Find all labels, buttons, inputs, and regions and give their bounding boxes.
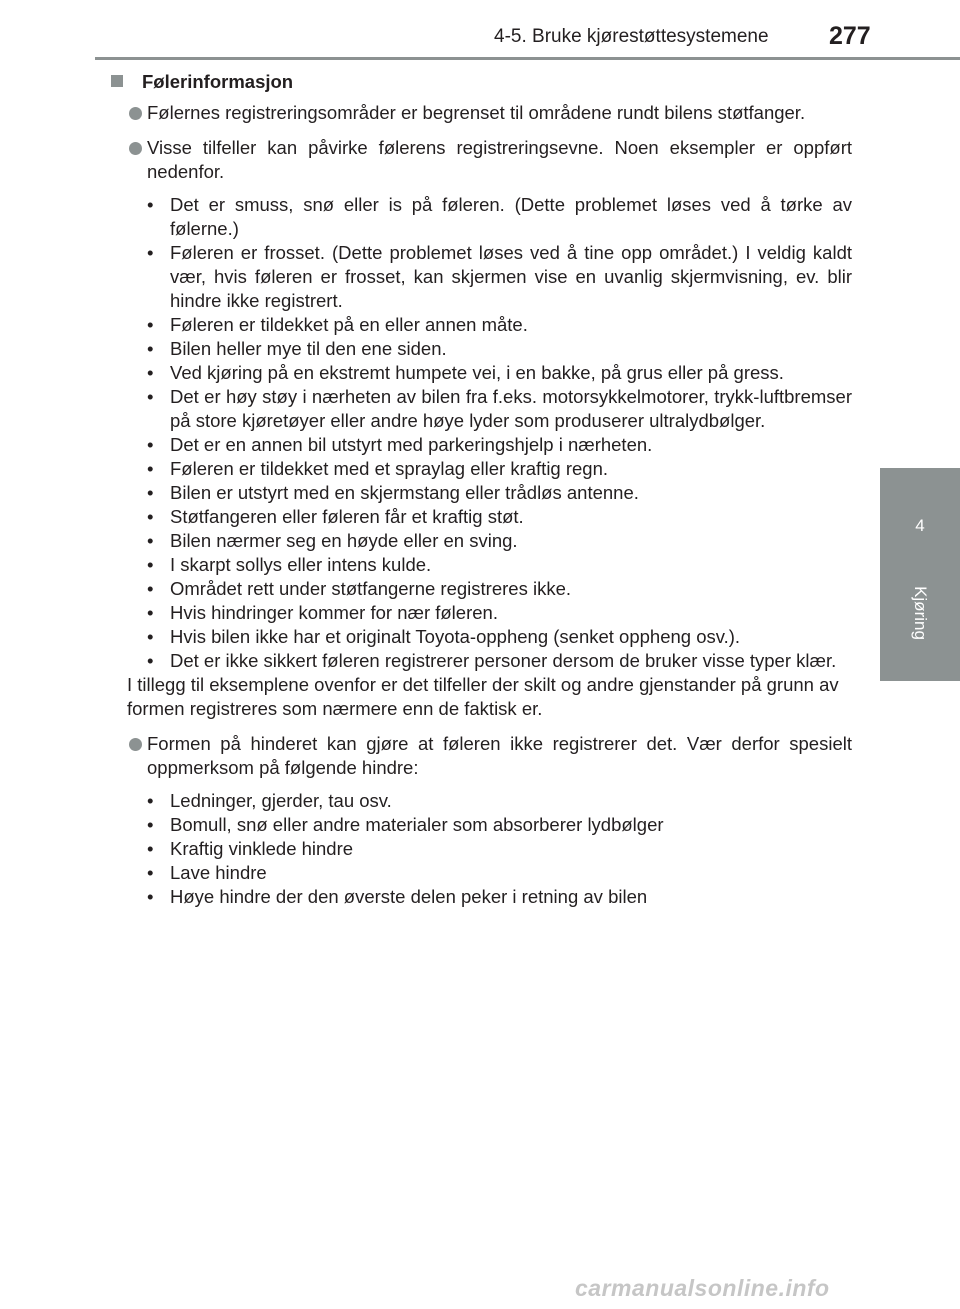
- chapter-label: Kjøring: [911, 586, 930, 640]
- list-item: • I skarpt sollys eller intens kulde.: [147, 553, 852, 577]
- obstacle-list: [127, 789, 852, 909]
- list-item: • Det er høy støy i nærheten av bilen fra f.eks. motorsykkelmotorer, trykk-luftbremser på store kjøretøyer eller andre høye lyder som produserer ultralydbølger.: [147, 385, 852, 433]
- circle-bullet-icon: [129, 142, 142, 155]
- list-item: • Ledninger, gjerder, tau osv.: [147, 789, 852, 813]
- chapter-tab: [880, 468, 960, 681]
- list-item: • Det er en annen bil utstyrt med parkeringshjelp i nærheten.: [147, 433, 852, 457]
- section-heading: [127, 70, 852, 94]
- page-number: 277: [829, 22, 871, 50]
- list-item: • Bilen er utstyrt med en skjermstang eller trådløs antenne.: [147, 481, 852, 505]
- list-item: [147, 241, 852, 313]
- section-heading-text: Følerinformasjon: [142, 71, 294, 92]
- list-item: • Bomull, snø eller andre materialer som absorberer lydbølger: [147, 813, 852, 837]
- list-item: • Føleren er tildekket med et spraylag eller kraftig regn.: [147, 457, 852, 481]
- conditions-list: [127, 193, 852, 673]
- info-paragraph: [127, 101, 852, 125]
- section-title: 4-5. Bruke kjørestøttesystemene: [494, 26, 769, 47]
- circle-bullet-icon: [129, 738, 142, 751]
- watermark: carmanualsonline.info: [575, 1275, 830, 1301]
- list-item: • Bilen heller mye til den ene siden.: [147, 337, 852, 361]
- list-item: • Området rett under støtfangerne registreres ikke.: [147, 577, 852, 601]
- info-paragraph-text: Visse tilfeller kan påvirke følerens registreringsevne. Noen eksempler er oppført nedenfor.: [147, 137, 852, 182]
- list-item: • Hvis bilen ikke har et originalt Toyota-oppheng (senket oppheng osv.).: [147, 625, 852, 649]
- list-item-text: Føleren er frosset. (Dette problemet løses ved å tine opp området.) I veldig kaldt vær, hvis føleren er frosset, kan skjermen vise en uvanlig skjermvisning, ev. blir hindre ikke registrert.: [170, 242, 852, 311]
- list-item: • Hvis hindringer kommer for nær føleren.: [147, 601, 852, 625]
- list-item: • Høye hindre der den øverste delen peker i retning av bilen: [147, 885, 852, 909]
- list-item: • Ved kjøring på en ekstremt humpete vei, i en bakke, på grus eller på gress.: [147, 361, 852, 385]
- list-item: • Det er ikke sikkert føleren registrerer personer dersom de bruker visse typer klær.: [147, 649, 852, 673]
- chapter-number: 4: [915, 516, 925, 535]
- info-paragraph: [127, 732, 852, 780]
- list-item: • Kraftig vinklede hindre: [147, 837, 852, 861]
- list-item: • Det er smuss, snø eller is på føleren. (Dette problemet løses ved å tørke av følerne.): [147, 193, 852, 241]
- info-paragraph-text: Formen på hinderet kan gjøre at føleren ikke registrerer det. Vær derfor spesielt oppmerksom på følgende hindre:: [147, 733, 852, 778]
- list-item: • Bilen nærmer seg en høyde eller en sving.: [147, 529, 852, 553]
- list-item: • Føleren er tildekket på en eller annen måte.: [147, 313, 852, 337]
- square-marker-icon: [111, 75, 123, 87]
- info-paragraph: [127, 136, 852, 184]
- main-content: [127, 70, 852, 909]
- list-item: • Støtfangeren eller føleren får et kraftig støt.: [147, 505, 852, 529]
- circle-bullet-icon: [129, 107, 142, 120]
- info-paragraph-text: Følernes registreringsområder er begrenset til områdene rundt bilens støtfanger.: [147, 102, 806, 123]
- list-item: • Lave hindre: [147, 861, 852, 885]
- header-divider: [95, 57, 960, 60]
- trailing-paragraph: I tillegg til eksemplene ovenfor er det tilfeller der skilt og andre gjenstander på grunn av formen registreres som nærmere enn de faktisk er.: [127, 674, 839, 719]
